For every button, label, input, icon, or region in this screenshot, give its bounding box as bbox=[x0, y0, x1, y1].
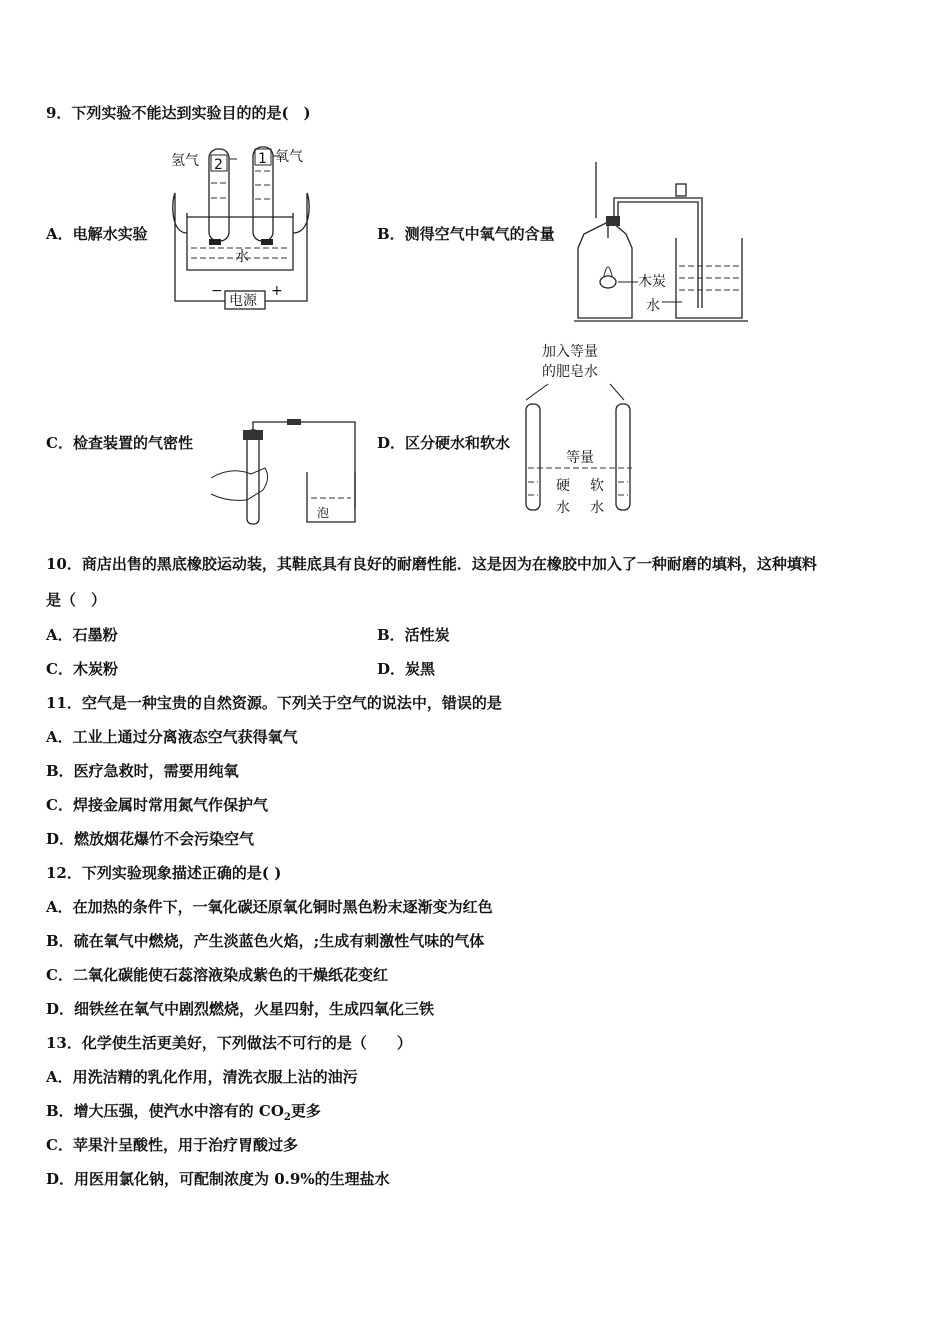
q9-option-c[interactable]: C．检查装置的气密性 bbox=[46, 434, 193, 452]
label-plus: + bbox=[271, 283, 283, 299]
label-hydrogen: 氢气 bbox=[171, 153, 199, 169]
label-add-line1: 加入等量 bbox=[542, 344, 598, 360]
figure-oxygen-content bbox=[572, 158, 752, 323]
label-charcoal: 木炭 bbox=[638, 274, 666, 290]
label-soft-1: 软 bbox=[590, 478, 604, 494]
q12-stem: 12．下列实验现象描述正确的是( ) bbox=[46, 864, 282, 882]
q13-option-c[interactable]: C．苹果汁呈酸性，用于治疗胃酸过多 bbox=[46, 1136, 298, 1154]
q11-option-b[interactable]: B．医疗急救时，需要用纯氧 bbox=[46, 762, 239, 780]
label-water-b: 水 bbox=[646, 298, 660, 314]
figure-airtightness bbox=[207, 418, 367, 528]
q9-option-a[interactable]: A．电解水实验 bbox=[46, 225, 148, 243]
q10-stem-line2: 是（ ） bbox=[46, 591, 107, 609]
label-minus: − bbox=[211, 283, 223, 299]
svg-text:泡: 泡 bbox=[317, 506, 330, 520]
figure-electrolysis bbox=[165, 143, 315, 313]
q13-option-a[interactable]: A．用洗洁精的乳化作用，清洗衣服上沾的油污 bbox=[46, 1068, 358, 1086]
q12-option-d[interactable]: D．细铁丝在氧气中剧烈燃烧，火星四射，生成四氧化三铁 bbox=[46, 1000, 435, 1018]
label-tube-1: 1 bbox=[258, 151, 267, 167]
q12-option-a[interactable]: A．在加热的条件下，一氧化碳还原氧化铜时黑色粉末逐渐变为红色 bbox=[46, 898, 493, 916]
q11-option-d[interactable]: D．燃放烟花爆竹不会污染空气 bbox=[46, 830, 255, 848]
q10-option-b[interactable]: B．活性炭 bbox=[377, 626, 450, 644]
label-oxygen: 氧气 bbox=[275, 149, 303, 165]
figure-hard-soft-water bbox=[520, 340, 645, 525]
q12-option-b[interactable]: B．硫在氧气中燃烧，产生淡蓝色火焰，;生成有刺激性气味的气体 bbox=[46, 932, 485, 950]
q9-option-d[interactable]: D．区分硬水和软水 bbox=[377, 434, 511, 452]
q12-option-c[interactable]: C．二氧化碳能使石蕊溶液染成紫色的干燥纸花变红 bbox=[46, 966, 388, 984]
label-hard-2: 水 bbox=[556, 500, 570, 516]
label-hard-1: 硬 bbox=[556, 478, 570, 494]
q10-option-a[interactable]: A．石墨粉 bbox=[46, 626, 118, 644]
q11-option-c[interactable]: C．焊接金属时常用氮气作保护气 bbox=[46, 796, 268, 814]
q10-option-d[interactable]: D．炭黑 bbox=[377, 660, 436, 678]
label-soft-2: 水 bbox=[590, 500, 604, 516]
q13-option-b-sub: 2 bbox=[283, 1112, 291, 1123]
q13-option-b-pre: B．增大压强，使汽水中溶有的 CO bbox=[46, 1102, 284, 1120]
q11-option-a[interactable]: A．工业上通过分离液态空气获得氧气 bbox=[46, 728, 298, 746]
label-water: 水 bbox=[235, 249, 249, 265]
q13-option-d[interactable]: D．用医用氯化钠，可配制浓度为 0.9%的生理盐水 bbox=[46, 1170, 390, 1188]
label-add-line2: 的肥皂水 bbox=[542, 364, 598, 380]
q9-stem: 9．下列实验不能达到实验目的的是( ) bbox=[46, 104, 311, 122]
q11-stem: 11．空气是一种宝贵的自然资源。下列关于空气的说法中，错误的是 bbox=[46, 694, 502, 712]
q13-option-b[interactable] bbox=[46, 1101, 321, 1128]
q13-option-b-post: 更多 bbox=[290, 1102, 321, 1120]
q13-stem: 13．化学使生活更美好，下列做法不可行的是（ ） bbox=[46, 1034, 412, 1052]
q10-stem-line1: 10．商店出售的黑底橡胶运动装，其鞋底具有良好的耐磨性能．这是因为在橡胶中加入了一种耐磨的填料，这种填料 bbox=[46, 555, 817, 573]
q9-option-b[interactable]: B．测得空气中氧气的含量 bbox=[377, 225, 555, 243]
q10-option-c[interactable]: C．木炭粉 bbox=[46, 660, 118, 678]
label-tube-2: 2 bbox=[214, 157, 223, 173]
label-equal: 等量 bbox=[566, 450, 594, 466]
label-power: 电源 bbox=[229, 293, 257, 309]
